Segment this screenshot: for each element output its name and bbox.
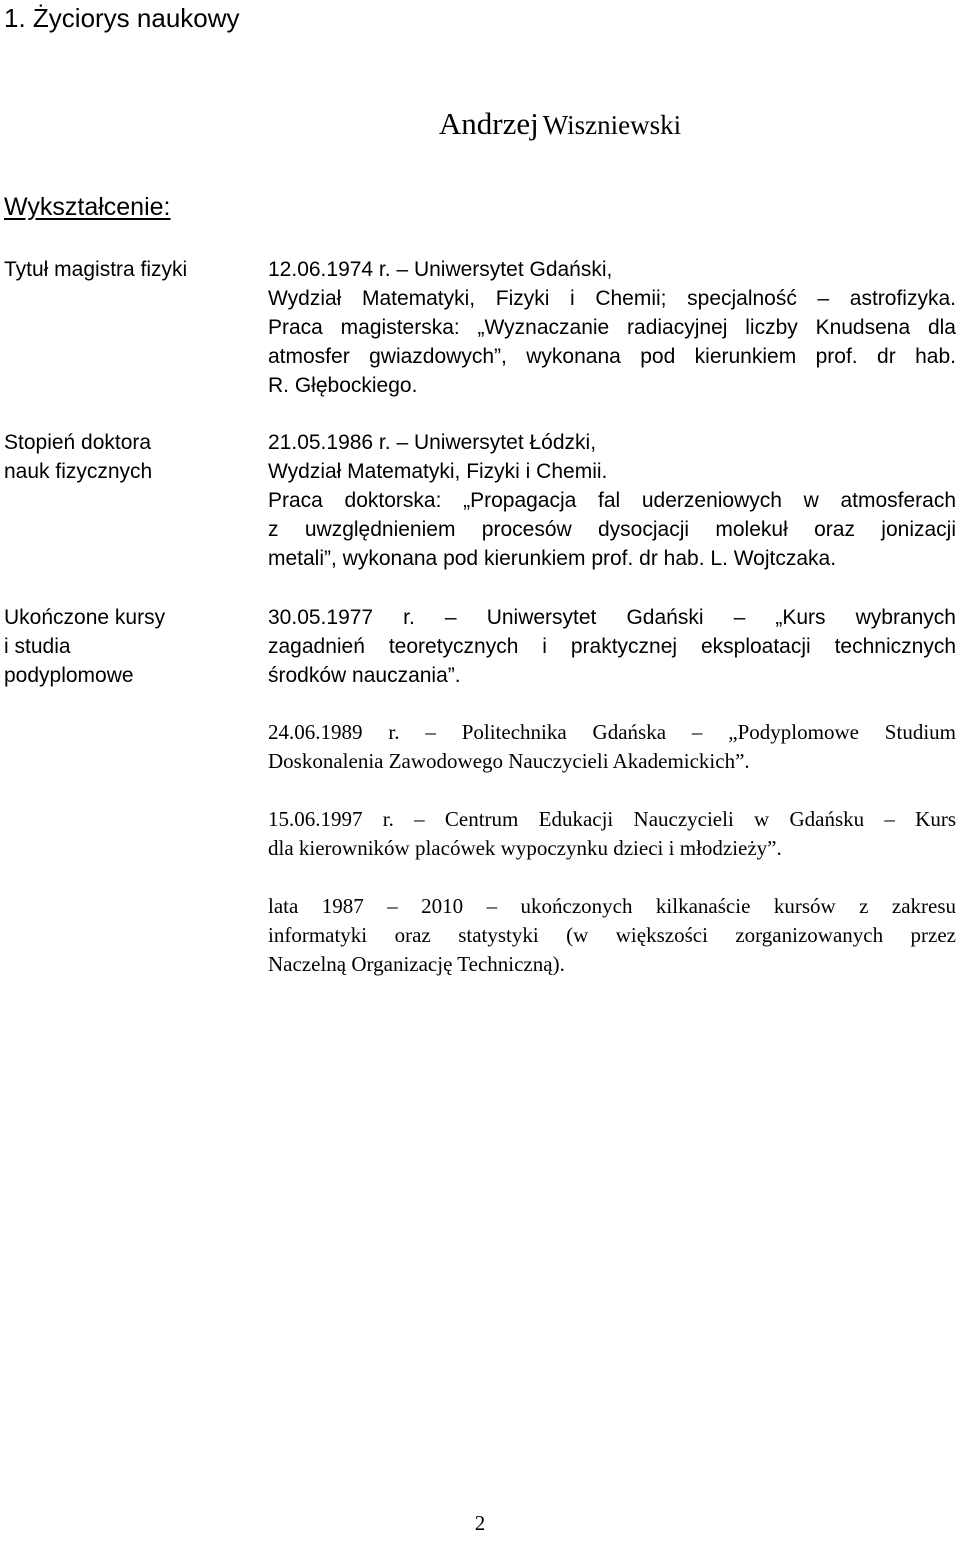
page-number: 2 — [474, 1511, 486, 1535]
entry-line: Wydział Matematyki, Fizyki i Chemii; specjalność – astrofizyka. — [268, 287, 956, 310]
entry-line: Naczelną Organizację Techniczną). — [268, 952, 565, 976]
author-name — [0, 106, 960, 142]
entry-line: 12.06.1974 r. – Uniwersytet Gdański, — [268, 258, 613, 281]
entry-course-1977 — [268, 603, 956, 690]
entry-line: metali”, wykonana pod kierunkiem prof. dr hab. L. Wojtczaka. — [268, 547, 837, 570]
entry-line: 30.05.1977 r. – Uniwersytet Gdański – „Kurs wybranych — [268, 606, 956, 629]
entry-line: Praca magisterska: „Wyznaczanie radiacyjnej liczby Knudsena dla — [268, 316, 956, 339]
entry-line: Praca doktorska: „Propagacja fal uderzeniowych w atmosferach — [268, 489, 956, 512]
label-line: i studia — [4, 635, 71, 658]
entry-line: atmosfer gwiazdowych”, wykonana pod kierunkiem prof. dr hab. — [268, 345, 956, 368]
author-first-name: Andrzej — [438, 106, 539, 141]
entry-course-1997 — [268, 805, 956, 863]
entry-line: Wydział Matematyki, Fizyki i Chemii. — [268, 460, 608, 483]
entry-phd — [268, 428, 956, 573]
label-line: Stopień doktora — [4, 431, 152, 454]
author-last-name: Wiszniewski — [542, 110, 682, 140]
entry-line: 24.06.1989 r. – Politechnika Gdańska – „Podyplomowe Studium — [268, 720, 956, 744]
label-phd — [4, 428, 254, 486]
entry-line: lata 1987 – 2010 – ukończonych kilkanaście kursów z zakresu — [268, 894, 956, 918]
entry-line: R. Głębockiego. — [268, 374, 418, 397]
entry-line: 21.05.1986 r. – Uniwersytet Łódzki, — [268, 431, 597, 454]
entry-courses-1987-2010 — [268, 892, 956, 979]
entry-line: zagadnień teoretycznych i praktycznej eksploatacji technicznych — [268, 635, 956, 658]
entry-line: dla kierowników placówek wypoczynku dzieci i młodzieży”. — [268, 836, 782, 860]
entry-line: informatyki oraz statystyki (w większości zorganizowanych przez — [268, 923, 956, 947]
entry-course-1989 — [268, 718, 956, 776]
education-heading: Wykształcenie: — [4, 193, 171, 221]
label-line: nauk fizycznych — [4, 460, 153, 483]
label-masters — [4, 255, 254, 284]
label-line: podyplomowe — [4, 664, 134, 687]
section-heading: 1. Życiorys naukowy — [4, 3, 240, 33]
entry-line: Doskonalenia Zawodowego Nauczycieli Akademickich”. — [268, 749, 750, 773]
entry-line: z uwzględnieniem procesów dysocjacji molekuł oraz jonizacji — [268, 518, 956, 541]
label-courses — [4, 603, 254, 690]
label-line: Tytuł magistra fizyki — [4, 258, 188, 281]
label-line: Ukończone kursy — [4, 606, 166, 629]
entry-line: środków nauczania”. — [268, 664, 461, 687]
entry-line: 15.06.1997 r. – Centrum Edukacji Nauczycieli w Gdańsku – Kurs — [268, 807, 956, 831]
entry-masters — [268, 255, 956, 400]
